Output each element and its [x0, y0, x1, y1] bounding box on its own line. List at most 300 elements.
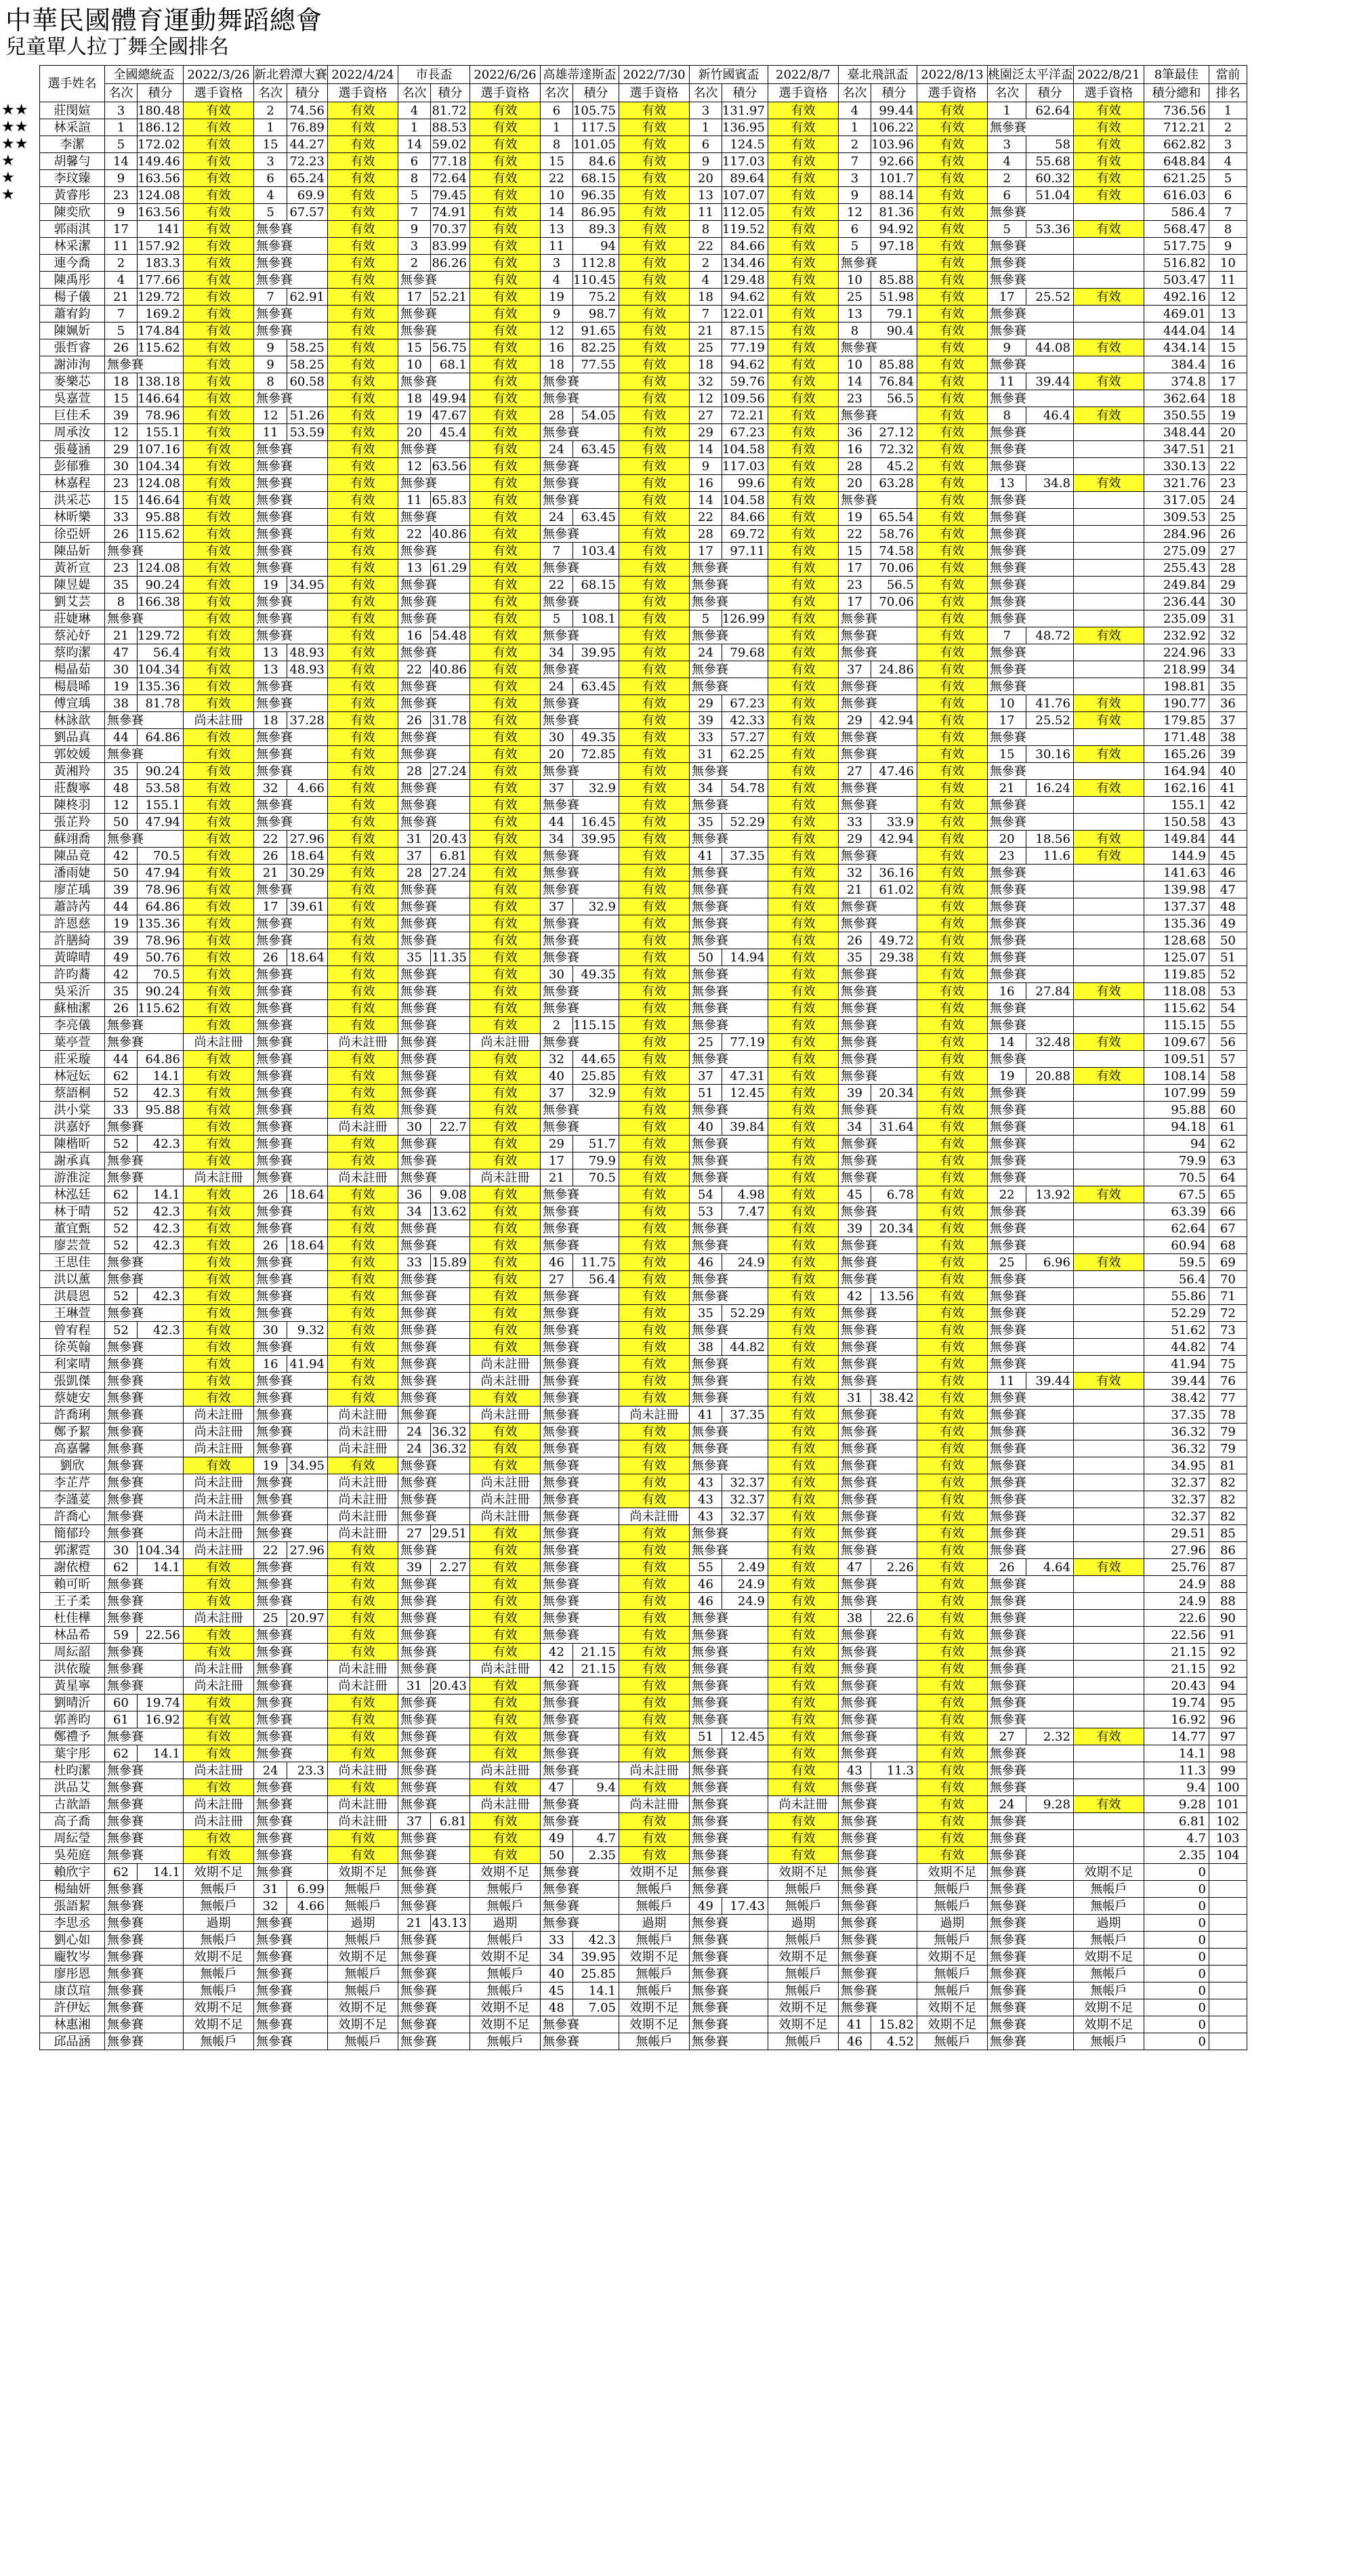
event-rank: 23	[838, 577, 871, 594]
athlete-name: 謝承真	[40, 1152, 105, 1169]
total-points: 108.14	[1144, 1068, 1209, 1085]
event-rank: 16	[987, 983, 1026, 1000]
total-points: 224.96	[1144, 644, 1209, 661]
eligibility-status: 有效	[183, 390, 253, 407]
eligibility-status: 效期不足	[768, 1864, 838, 1881]
eligibility-status: 有效	[470, 1424, 540, 1440]
event-note: 無參賽	[987, 1508, 1073, 1525]
event-points: 157.92	[138, 238, 184, 255]
event-note: 無參賽	[987, 1119, 1073, 1136]
event-note: 無參賽	[987, 610, 1073, 627]
current-rank: 29	[1209, 577, 1247, 594]
event-rank: 2	[689, 255, 722, 272]
eligibility-status: 無帳戶	[917, 1932, 987, 1949]
event-rank: 31	[398, 1678, 430, 1695]
event-rank: 23	[105, 560, 138, 577]
event-note: 無參賽	[105, 1949, 184, 1966]
eligibility-status: 有效	[768, 1762, 838, 1779]
table-row	[40, 1644, 1247, 1661]
eligibility-status: 尚未註冊	[470, 1491, 540, 1508]
athlete-name: 王琳萱	[40, 1305, 105, 1322]
eligibility-status: 有效	[470, 255, 540, 272]
eligibility-status: 有效	[470, 1728, 540, 1745]
total-points: 59.5	[1144, 1254, 1209, 1271]
eligibility-status: 尚未註冊	[327, 1661, 398, 1678]
event-note: 無參賽	[253, 1424, 327, 1440]
total-points: 503.47	[1144, 272, 1209, 289]
eligibility-status: 有效	[917, 949, 987, 966]
eligibility-status: 有效	[619, 475, 689, 492]
eligibility-status	[1073, 1661, 1144, 1678]
eligibility-status: 有效	[917, 1152, 987, 1169]
table-row	[40, 848, 1247, 865]
event-rank: 19	[540, 289, 572, 306]
event-note: 無參賽	[540, 1627, 619, 1644]
event-note: 無參賽	[105, 1779, 184, 1796]
event-note: 無參賽	[838, 255, 917, 272]
event-points: 107.07	[722, 187, 768, 204]
eligibility-status: 有效	[768, 272, 838, 289]
eligibility-status: 尚未註冊	[470, 1356, 540, 1373]
total-points: 34.95	[1144, 1457, 1209, 1474]
total-points: 321.76	[1144, 475, 1209, 492]
event-note: 無參賽	[838, 797, 917, 814]
current-rank: 68	[1209, 1237, 1247, 1254]
event-points: 11.35	[430, 949, 470, 966]
eligibility-status: 效期不足	[619, 1999, 689, 2016]
event-rank: 22	[540, 170, 572, 187]
table-row	[40, 272, 1247, 289]
event-rank: 52	[105, 1136, 138, 1152]
event-note: 無參賽	[540, 1288, 619, 1305]
event-points: 83.99	[430, 238, 470, 255]
eligibility-status: 有效	[470, 831, 540, 848]
eligibility-status: 有效	[327, 1644, 398, 1661]
event-points: 88.14	[871, 187, 917, 204]
table-row	[40, 966, 1247, 983]
eligibility-status: 有效	[327, 966, 398, 983]
eligibility-status: 有效	[917, 1728, 987, 1745]
table-row	[40, 949, 1247, 966]
total-points: 109.67	[1144, 1034, 1209, 1051]
rank-label-header: 名次	[253, 84, 287, 102]
eligibility-status: 有效	[327, 1559, 398, 1576]
event-note: 無參賽	[398, 678, 470, 695]
eligibility-status: 有效	[917, 1305, 987, 1322]
event-rank: 37	[540, 780, 572, 797]
event-rank: 32	[540, 1051, 572, 1068]
total-points: 362.64	[1144, 390, 1209, 407]
eligibility-status: 無帳戶	[327, 1881, 398, 1898]
event-points: 72.23	[287, 153, 328, 170]
event-points: 63.45	[572, 509, 619, 526]
event-note: 無參賽	[540, 865, 619, 881]
event-note: 無參賽	[253, 1169, 327, 1186]
eligibility-status: 有效	[470, 1119, 540, 1136]
eligibility-status: 有效	[917, 1847, 987, 1864]
eligibility-status: 尚未註冊	[183, 1610, 253, 1627]
event-rank: 26	[253, 1237, 287, 1254]
event-date-header: 2022/3/26	[183, 66, 253, 84]
eligibility-status: 有效	[768, 441, 838, 458]
event-note: 無參賽	[689, 1220, 768, 1237]
event-rank: 1	[105, 119, 138, 136]
event-rank: 19	[987, 1068, 1026, 1085]
event-points: 2.27	[430, 1559, 470, 1576]
event-points: 174.84	[138, 323, 184, 339]
eligibility-status: 有效	[327, 136, 398, 153]
eligibility-status: 效期不足	[327, 1864, 398, 1881]
eligibility-status: 有效	[183, 475, 253, 492]
eligibility-status: 有效	[470, 1745, 540, 1762]
eligibility-status	[1073, 865, 1144, 881]
event-note: 無參賽	[105, 356, 184, 373]
event-points: 183.3	[138, 255, 184, 272]
eligibility-status: 有效	[917, 1051, 987, 1068]
event-points: 44.08	[1026, 339, 1074, 356]
eligibility-status: 有效	[768, 1237, 838, 1254]
rank-label-header: 名次	[838, 84, 871, 102]
event-points: 79.1	[871, 306, 917, 323]
event-header: 新北碧潭大賽	[253, 66, 327, 84]
athlete-name: 黃星寧	[40, 1678, 105, 1695]
event-rank: 10	[838, 272, 871, 289]
event-note: 無參賽	[253, 1339, 327, 1356]
event-points: 13.92	[1026, 1186, 1074, 1203]
eligibility-status: 有效	[470, 1627, 540, 1644]
event-points: 115.62	[138, 1000, 184, 1017]
event-points: 119.52	[722, 221, 768, 238]
event-points: 39.44	[1026, 373, 1074, 390]
event-note: 無參賽	[398, 1390, 470, 1407]
event-rank: 5	[838, 238, 871, 255]
event-points: 87.15	[722, 323, 768, 339]
event-rank: 46	[689, 1576, 722, 1593]
event-note: 無參賽	[253, 1728, 327, 1745]
eligibility-status: 有效	[1073, 475, 1144, 492]
eligibility-status	[1073, 1102, 1144, 1119]
eligibility-status: 尚未註冊	[183, 1762, 253, 1779]
eligibility-status: 有效	[183, 373, 253, 390]
event-note: 無參賽	[689, 1237, 768, 1254]
eligibility-status: 有效	[768, 1288, 838, 1305]
event-points: 72.32	[871, 441, 917, 458]
eligibility-status: 有效	[917, 1593, 987, 1610]
eligibility-status	[1073, 881, 1144, 898]
eligibility-status	[1073, 1017, 1144, 1034]
eligibility-status: 尚未註冊	[183, 712, 253, 729]
event-points: 107.16	[138, 441, 184, 458]
eligibility-status: 有效	[327, 306, 398, 323]
table-row	[40, 356, 1247, 373]
event-note: 無參賽	[398, 1999, 470, 2016]
eligibility-status: 無帳戶	[183, 1881, 253, 1898]
event-rank: 48	[105, 780, 138, 797]
eligibility-status: 有效	[470, 865, 540, 881]
event-note: 無參賽	[540, 949, 619, 966]
event-note: 無參賽	[689, 1440, 768, 1457]
athlete-name: 陳品妡	[40, 543, 105, 560]
eligibility-status: 有效	[470, 695, 540, 712]
eligibility-status: 尚未註冊	[183, 1407, 253, 1424]
event-note: 無參賽	[987, 1813, 1073, 1830]
eligibility-status: 有效	[619, 1728, 689, 1745]
eligibility-status: 有效	[917, 1085, 987, 1102]
event-note: 無參賽	[105, 1017, 184, 1034]
eligibility-status: 有效	[183, 1728, 253, 1745]
eligibility-status: 有效	[619, 729, 689, 746]
eligibility-status: 有效	[768, 966, 838, 983]
event-date-header: 2022/8/7	[768, 66, 838, 84]
table-row	[40, 763, 1247, 780]
event-rank: 22	[987, 1186, 1026, 1203]
table-row	[40, 390, 1247, 407]
event-points: 30.16	[1026, 746, 1074, 763]
event-note: 無參賽	[398, 373, 470, 390]
event-note: 無參賽	[253, 509, 327, 526]
eligibility-status: 有效	[183, 272, 253, 289]
event-note: 無參賽	[398, 441, 470, 458]
event-note: 無參賽	[253, 1813, 327, 1830]
rank-header-2: 排名	[1209, 84, 1247, 102]
eligibility-status	[1073, 644, 1144, 661]
event-points: 6.99	[287, 1881, 328, 1898]
eligibility-status: 有效	[619, 1305, 689, 1322]
eligibility-status: 有效	[768, 831, 838, 848]
event-rank: 35	[105, 763, 138, 780]
eligibility-status: 無帳戶	[768, 1898, 838, 1915]
eligibility-status: 有效	[917, 1356, 987, 1373]
event-points: 42.3	[138, 1288, 184, 1305]
status-label-header: 選手資格	[1073, 84, 1144, 102]
total-points: 0	[1144, 1932, 1209, 1949]
event-points: 4.98	[722, 1186, 768, 1203]
table-row	[40, 797, 1247, 814]
event-note: 無參賽	[253, 1949, 327, 1966]
eligibility-status: 有效	[1073, 1186, 1144, 1203]
athlete-name: 林詠歆	[40, 712, 105, 729]
event-note: 無參賽	[398, 577, 470, 594]
event-note: 無參賽	[987, 1051, 1073, 1068]
total-points: 0	[1144, 1915, 1209, 1932]
eligibility-status	[1073, 1593, 1144, 1610]
event-rank: 16	[689, 475, 722, 492]
athlete-name: 劉艾芸	[40, 594, 105, 610]
event-note: 無參賽	[987, 1000, 1073, 1017]
eligibility-status: 有效	[619, 1203, 689, 1220]
event-rank: 51	[689, 1085, 722, 1102]
eligibility-status: 有效	[327, 1695, 398, 1711]
event-points: 12.45	[722, 1728, 768, 1745]
event-rank: 16	[253, 1356, 287, 1373]
eligibility-status: 有效	[768, 373, 838, 390]
event-note: 無參賽	[838, 1237, 917, 1254]
eligibility-status: 有效	[768, 255, 838, 272]
eligibility-status	[1073, 1457, 1144, 1474]
event-points: 51.7	[572, 1136, 619, 1152]
eligibility-status: 有效	[619, 1593, 689, 1610]
eligibility-status: 有效	[768, 509, 838, 526]
eligibility-status: 有效	[619, 1847, 689, 1864]
eligibility-status: 有效	[327, 814, 398, 831]
eligibility-status: 尚未註冊	[619, 1796, 689, 1813]
event-note: 無參賽	[253, 560, 327, 577]
event-rank: 4	[105, 272, 138, 289]
eligibility-status: 有效	[183, 1271, 253, 1288]
eligibility-status: 有效	[183, 356, 253, 373]
eligibility-status: 無帳戶	[768, 1881, 838, 1898]
eligibility-status: 有效	[327, 356, 398, 373]
event-points: 146.64	[138, 492, 184, 509]
eligibility-status: 有效	[917, 898, 987, 915]
event-note: 無參賽	[253, 1796, 327, 1813]
event-note: 無參賽	[105, 1491, 184, 1508]
event-rank: 54	[689, 1186, 722, 1203]
event-rank: 36	[838, 424, 871, 441]
event-rank: 30	[398, 1119, 430, 1136]
event-points: 94	[572, 238, 619, 255]
current-rank: 85	[1209, 1525, 1247, 1542]
total-points: 11.3	[1144, 1762, 1209, 1779]
event-note: 無參賽	[398, 1068, 470, 1085]
event-rank: 50	[540, 1847, 572, 1864]
event-points: 9.28	[1026, 1796, 1074, 1813]
event-rank: 11	[689, 204, 722, 221]
eligibility-status: 效期不足	[917, 1999, 987, 2016]
athlete-name: 許伊妘	[40, 1999, 105, 2016]
event-points: 47.94	[138, 865, 184, 881]
event-points: 155.1	[138, 424, 184, 441]
eligibility-status: 尚未註冊	[183, 1474, 253, 1491]
eligibility-status: 有效	[619, 306, 689, 323]
event-note: 無參賽	[987, 1203, 1073, 1220]
event-rank: 34	[398, 1203, 430, 1220]
star-icon: ★	[1, 152, 15, 169]
eligibility-status: 有效	[917, 238, 987, 255]
event-rank: 62	[105, 1186, 138, 1203]
event-points: 86.26	[430, 255, 470, 272]
eligibility-status: 有效	[470, 1830, 540, 1847]
current-rank: 88	[1209, 1576, 1247, 1593]
event-points: 70.5	[138, 966, 184, 983]
event-rank: 30	[253, 1322, 287, 1339]
event-points: 21.15	[572, 1661, 619, 1678]
eligibility-status	[1073, 1305, 1144, 1322]
total-points: 350.55	[1144, 407, 1209, 424]
event-points: 7.47	[722, 1203, 768, 1220]
event-points: 90.24	[138, 983, 184, 1000]
eligibility-status: 有效	[470, 119, 540, 136]
event-note: 無參賽	[987, 1457, 1073, 1474]
event-points: 94.62	[722, 289, 768, 306]
athlete-name: 楊晶茹	[40, 661, 105, 678]
event-rank: 55	[689, 1559, 722, 1576]
eligibility-status: 效期不足	[768, 1949, 838, 1966]
eligibility-status: 有效	[917, 1271, 987, 1288]
eligibility-status: 有效	[470, 356, 540, 373]
event-points: 131.97	[722, 102, 768, 119]
event-note: 無參賽	[838, 1356, 917, 1373]
event-rank: 22	[253, 831, 287, 848]
event-points: 53.59	[287, 424, 328, 441]
event-rank: 41	[689, 848, 722, 865]
eligibility-status	[1073, 1576, 1144, 1593]
eligibility-status	[1073, 1203, 1144, 1220]
event-note: 無參賽	[838, 1999, 917, 2016]
table-row	[40, 780, 1247, 797]
total-points: 125.07	[1144, 949, 1209, 966]
table-row	[40, 915, 1247, 932]
event-points: 7.05	[572, 1999, 619, 2016]
eligibility-status: 有效	[917, 678, 987, 695]
eligibility-status: 有效	[619, 1627, 689, 1644]
athlete-name: 潘雨婕	[40, 865, 105, 881]
eligibility-status	[1073, 255, 1144, 272]
event-points: 97.18	[871, 238, 917, 255]
eligibility-status: 有效	[917, 1322, 987, 1339]
eligibility-status: 有效	[183, 119, 253, 136]
event-rank: 35	[689, 814, 722, 831]
eligibility-status: 有效	[768, 1271, 838, 1288]
event-note: 無參賽	[540, 1881, 619, 1898]
eligibility-status: 有效	[768, 1407, 838, 1424]
eligibility-status: 有效	[917, 407, 987, 424]
eligibility-status: 有效	[327, 373, 398, 390]
event-note: 無參賽	[987, 763, 1073, 780]
eligibility-status: 有效	[327, 797, 398, 814]
event-note: 無參賽	[253, 526, 327, 543]
event-points: 14.94	[722, 949, 768, 966]
eligibility-status: 有效	[327, 1085, 398, 1102]
eligibility-status: 有效	[619, 170, 689, 187]
current-rank: 82	[1209, 1491, 1247, 1508]
current-rank: 11	[1209, 272, 1247, 289]
event-note: 無參賽	[689, 1915, 768, 1932]
eligibility-status: 有效	[183, 1356, 253, 1373]
eligibility-status: 有效	[768, 1711, 838, 1728]
current-rank: 4	[1209, 153, 1247, 170]
event-rank: 39	[838, 1220, 871, 1237]
event-points: 44.82	[722, 1339, 768, 1356]
table-row	[40, 1813, 1247, 1830]
current-rank: 36	[1209, 695, 1247, 712]
event-rank: 2	[105, 255, 138, 272]
event-points: 141	[138, 221, 184, 238]
eligibility-status: 有效	[917, 526, 987, 543]
event-note: 無參賽	[540, 1457, 619, 1474]
event-points: 76.89	[287, 119, 328, 136]
athlete-name: 李謹荽	[40, 1491, 105, 1508]
total-points: 568.47	[1144, 221, 1209, 238]
eligibility-status: 有效	[183, 865, 253, 881]
event-points: 115.62	[138, 526, 184, 543]
eligibility-status	[1073, 272, 1144, 289]
eligibility-status	[1073, 543, 1144, 560]
event-rank: 29	[689, 695, 722, 712]
event-note: 無參賽	[838, 1051, 917, 1068]
eligibility-status: 無帳戶	[327, 1966, 398, 1982]
current-rank: 40	[1209, 763, 1247, 780]
total-points: 0	[1144, 1864, 1209, 1881]
eligibility-status: 有效	[183, 966, 253, 983]
event-note: 無參賽	[689, 966, 768, 983]
eligibility-status: 有效	[183, 1068, 253, 1085]
table-row	[40, 170, 1247, 187]
event-points: 24.9	[722, 1593, 768, 1610]
star-icon: ★★	[1, 136, 28, 152]
event-points: 24.9	[722, 1576, 768, 1593]
athlete-name: 林采諠	[40, 119, 105, 136]
